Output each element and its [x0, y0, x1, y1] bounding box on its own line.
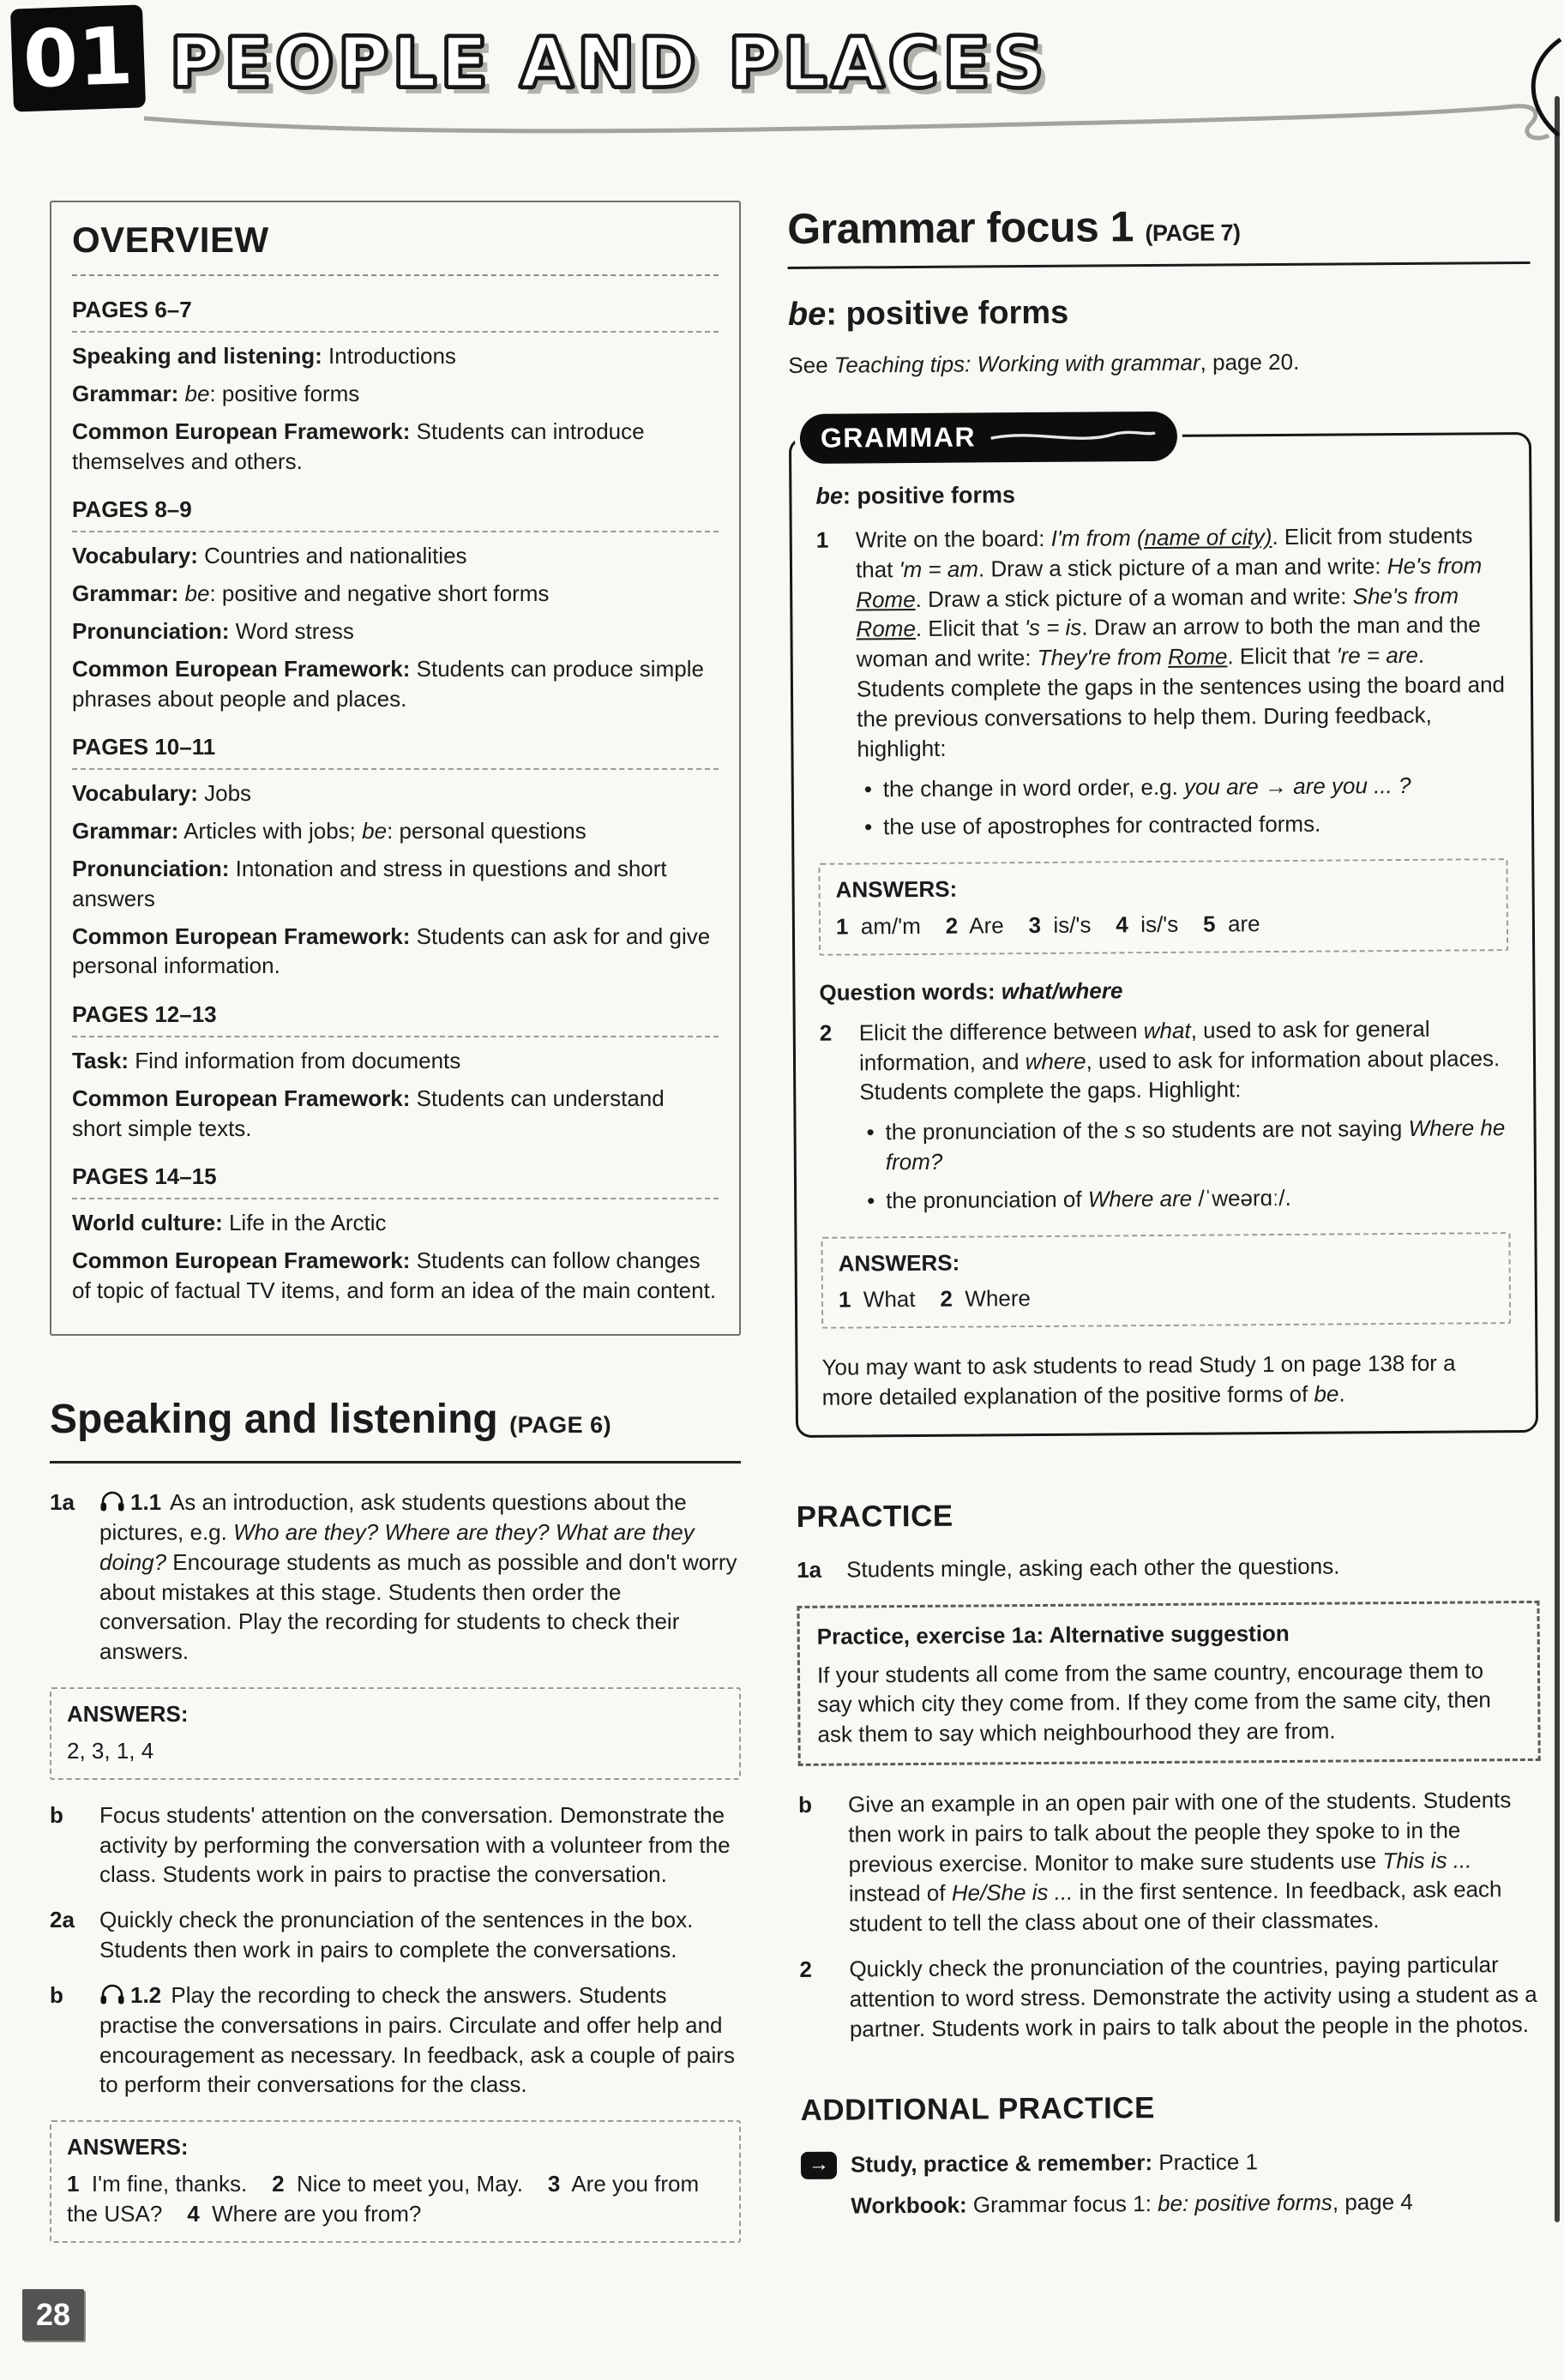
bullet-item: • the change in word order, e.g. you are → are you ... ? [857, 770, 1507, 804]
study-practice-line [801, 2144, 1543, 2179]
step-marker: 2 [799, 1956, 812, 1983]
page-curl-mark [1504, 38, 1564, 141]
step-text: Quickly check the pronunciation of the sentences in the box. Students then work in pairs to complete the conversations. [99, 1907, 694, 1963]
answers-box [818, 858, 1508, 955]
unit-title: PEOPLE AND PLACES [170, 23, 1049, 103]
answers-label: ANSWERS: [835, 875, 958, 903]
pages-header: PAGES 6–7 [72, 295, 719, 333]
answers-text: 1 I'm fine, thanks. 2 Nice to meet you, May. 3 Are you from the USA? 4 Where are you from? [67, 2171, 700, 2227]
overview-item: Pronunciation: Word stress [72, 617, 354, 644]
unit-number: 01 [21, 10, 135, 106]
page-header [0, 0, 1564, 187]
step-text: Give an example in an open pair with one of the students. Students then work in pairs to talk about the people they spoke to in the previous exercise. Monitor to make sure students use This is ... instead of He/She is ... in the first sentence. In feedback, ask each student to tell the class about one of their classmates. [847, 1787, 1512, 1937]
answers-box [821, 1232, 1511, 1329]
left-column [50, 201, 741, 2263]
grammar-step-2 [820, 1013, 1510, 1108]
teaching-step-2a [50, 1905, 741, 1965]
step-text: Write on the board: I'm from (name of city). Elicit from students that 'm = am. Draw a stick picture of a man and write: He's from Rome. Draw a stick picture of a woman and write: She's from Rome. Elicit that 's = is. Draw an arrow to both the man and the woman and write: They're from Rome. Elicit that 're = are. Students complete the gaps in the sentences using the board and the previous conversations to help them. During feedback, highlight: [855, 522, 1506, 762]
alternative-suggestion-text: If your students all come from the same country, encourage them to say which city they come from. If they come from the same city, then ask them to say which neighbourhood they are from. [816, 1656, 1491, 1747]
headphones-icon [99, 1491, 125, 1513]
step-text: As an introduction, ask students questions about the pictures, e.g. Who are they? Where are they? What are they doing? Encourage students as much as possible and don't worry about mistakes at this stage. Students then order the conversation. Play the recording for students to check their answers. [99, 1489, 737, 1665]
grammar-focus-heading [787, 195, 1530, 258]
overview-item: Common European Framework: Students can ask for and give personal information. [72, 923, 711, 979]
overview-item: Common European Framework: Students can follow changes of topic of factual TV items, and form an idea of the main content. [72, 1247, 717, 1303]
practice-step-2 [799, 1950, 1543, 2045]
book-edge-shadow [1555, 96, 1560, 2222]
overview-section-pages-6-7 [72, 295, 719, 476]
audio-reference [99, 1982, 161, 2008]
answers-box [50, 2120, 741, 2242]
additional-practice-section [800, 2086, 1543, 2222]
heading-rule [788, 261, 1531, 269]
bullet-item: • the use of apostrophes for contracted forms. [857, 808, 1507, 843]
section-title: Grammar focus 1 [787, 202, 1134, 253]
step-marker: 2 [819, 1019, 833, 1046]
overview-section-pages-10-11 [72, 732, 719, 981]
overview-item: Grammar: Articles with jobs; be: personal questions [72, 818, 586, 844]
grammar-box-heading: be: positive forms [815, 481, 1016, 509]
grammar-tab [800, 412, 1177, 464]
practice-heading: PRACTICE [796, 1499, 953, 1534]
grammar-step-1 [816, 520, 1507, 764]
speaking-listening-section [50, 1392, 741, 2243]
unit-number-badge [10, 4, 146, 111]
teaching-step-1a [50, 1488, 741, 1667]
additional-practice-heading: ADDITIONAL PRACTICE [800, 2090, 1155, 2127]
right-column [787, 195, 1544, 2263]
step-marker: b [50, 1981, 63, 2008]
overview-item: Common European Framework: Students can understand short simple texts. [72, 1085, 665, 1141]
overview-section-pages-14-15 [72, 1162, 719, 1305]
pages-header: PAGES 8–9 [72, 495, 719, 532]
overview-item: Vocabulary: Countries and nationalities [72, 543, 467, 569]
overview-item: Common European Framework: Students can produce simple phrases about people and places. [72, 655, 704, 712]
practice-step-b [798, 1785, 1542, 1939]
overview-item: Vocabulary: Jobs [72, 780, 252, 807]
practice-step-1a [797, 1550, 1539, 1585]
overview-box [50, 201, 741, 1336]
teaching-step-b2 [50, 1980, 741, 2100]
answers-text: 2, 3, 1, 4 [67, 1737, 154, 1764]
step-text: Play the recording to check the answers. Students practise the conversations in pairs. Circulate and offer help and encouragement as necessary. In feedback, ask a couple of pairs to perform their conversations for the class. [99, 1981, 735, 2098]
alternative-suggestion-title: Practice, exercise 1a: Alternative suggestion [816, 1620, 1290, 1650]
grammar-focus-header [787, 195, 1531, 381]
step-marker: 2a [50, 1907, 75, 1933]
step-body [99, 1488, 741, 1667]
pages-header: PAGES 10–11 [72, 732, 719, 770]
audio-track-number: 1.1 [130, 1489, 162, 1516]
grammar-box [789, 421, 1538, 1438]
practice-section [797, 1493, 1543, 2045]
step-body [99, 1980, 741, 2100]
page-reference: (PAGE 7) [1145, 219, 1241, 247]
page-number: 28 [22, 2289, 84, 2341]
answers-text: 1 am/'m 2 Are 3 is/'s 4 is/'s 5 are [835, 911, 1260, 940]
step-text: Focus students' attention on the conversation. Demonstrate the activity by performing the conversation with a volunteer from the class. Students work in pairs to practise the conversation. [99, 1801, 731, 1888]
overview-item: Task: Find information from documents [72, 1048, 461, 1073]
bullet-item: • the pronunciation of the s so students are not saying Where he from? [859, 1113, 1509, 1177]
audio-track-number: 1.2 [130, 1981, 162, 2008]
pages-header: PAGES 14–15 [72, 1162, 719, 1199]
page-reference: (PAGE 6) [509, 1411, 612, 1438]
overview-heading: OVERVIEW [72, 216, 719, 276]
teaching-step-b [50, 1800, 741, 1890]
page-columns [0, 187, 1564, 2263]
answers-label: ANSWERS: [67, 1701, 189, 1728]
overview-item: Pronunciation: Intonation and stress in questions and short answers [72, 855, 667, 911]
study-reference-note: You may want to ask students to read Study 1 on page 138 for a more detailed explanation of the positive forms of be. [821, 1349, 1456, 1410]
title-underline-swoosh [144, 96, 1550, 156]
workbook-line: Workbook: Grammar focus 1: be: positive forms, page 4 [851, 2189, 1413, 2219]
bullet-item: • the pronunciation of Where are /ˈweərɑː/. [860, 1181, 1510, 1216]
step-marker: b [797, 1791, 813, 1818]
answers-box [50, 1687, 741, 1780]
overview-item: World culture: Life in the Arctic [72, 1210, 387, 1236]
grammar-focus-subheading: be: positive forms [787, 294, 1069, 333]
overview-section-pages-12-13 [72, 1000, 719, 1143]
step-marker: b [50, 1801, 63, 1828]
alternative-suggestion-box [797, 1601, 1540, 1766]
arrow-icon [801, 2151, 837, 2179]
study-practice-text: Study, practice & remember: Practice 1 [850, 2148, 1259, 2178]
step-marker: 1 [815, 526, 829, 553]
overview-section-pages-8-9 [72, 495, 719, 713]
overview-item: Speaking and listening: Introductions [72, 343, 456, 370]
section-title: Speaking and listening [50, 1396, 498, 1442]
headphones-icon [99, 1984, 125, 2006]
speaking-listening-heading [50, 1392, 741, 1463]
question-words-heading: Question words: what/where [819, 977, 1123, 1006]
step-text: Quickly check the pronunciation of the countries, paying particular attention to word stress. Demonstrate the activity using a student as a partner. Students work in pairs to talk about the people in the photos. [849, 1951, 1537, 2042]
answers-text: 1 What 2 Where [838, 1285, 1032, 1313]
teaching-tips-reference: See Teaching tips: Working with grammar, page 20. [788, 348, 1300, 378]
answers-label: ANSWERS: [838, 1249, 960, 1277]
answers-label: ANSWERS: [67, 2134, 189, 2161]
tab-swoosh-decoration [990, 424, 1157, 450]
overview-item: Grammar: be: positive forms [72, 380, 360, 406]
audio-reference [99, 1489, 161, 1515]
step-text: Students mingle, asking each other the questions. [846, 1553, 1340, 1583]
overview-item: Common European Framework: Students can introduce themselves and others. [72, 418, 645, 474]
step-marker: 1a [797, 1556, 822, 1583]
pages-header: PAGES 12–13 [72, 1000, 719, 1037]
step-marker: 1a [50, 1489, 75, 1516]
overview-item: Grammar: be: positive and negative short forms [72, 580, 550, 607]
step-text: Elicit the difference between what, used to ask for general information, and where, used to ask for information about places. Students complete the gaps. Highlight: [858, 1015, 1501, 1105]
grammar-tab-label: GRAMMAR [820, 421, 977, 454]
arrow-glyph: → [808, 2153, 830, 2177]
